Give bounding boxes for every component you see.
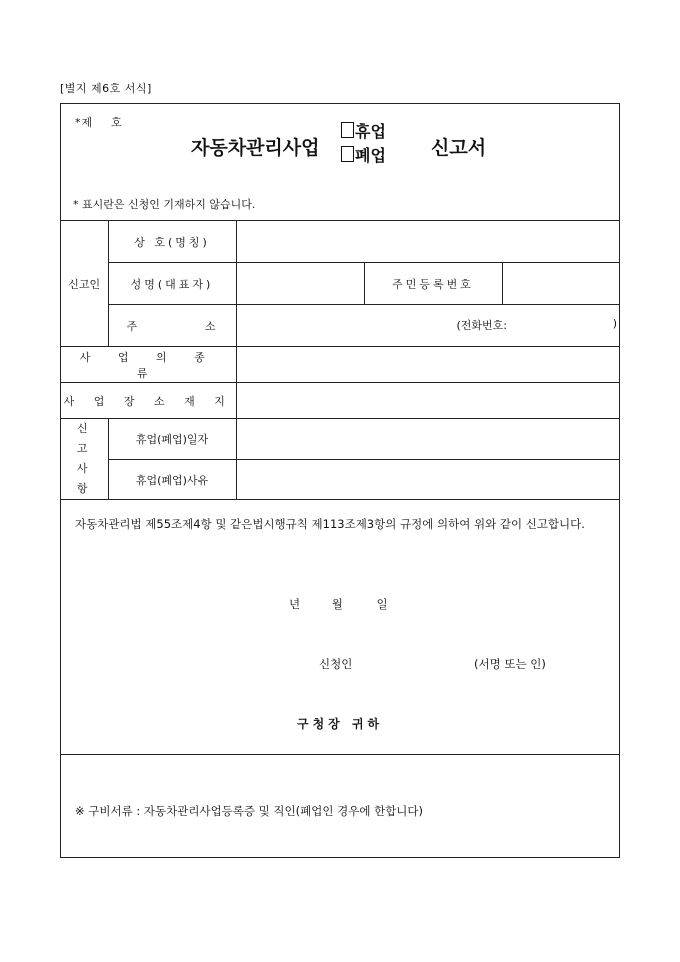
address-label-first: 주: [126, 319, 138, 333]
report-group-label-line1: 신 고: [76, 422, 102, 455]
closure-reason-label: 휴업(폐업)사유: [108, 460, 236, 500]
business-name-field[interactable]: [236, 221, 619, 263]
form-title-tail: 신고서: [431, 137, 487, 159]
option-suspension[interactable]: [341, 120, 386, 144]
checkbox-icon[interactable]: [341, 146, 354, 162]
form-grid: [61, 220, 619, 500]
closure-date-label: 휴업(폐업)일자: [108, 419, 236, 460]
address-label-second: 소: [204, 319, 216, 333]
phone-label: (전화번호:: [456, 319, 508, 332]
date-day: 일: [376, 597, 388, 611]
title-block: [61, 104, 619, 221]
option-suspension-label: 휴업: [355, 122, 386, 141]
option-closure-label: 폐업: [355, 146, 386, 165]
date-year: 년: [289, 597, 301, 611]
representative-name-field[interactable]: [236, 263, 364, 305]
declaration-text: 자동차관리법 제55조제4항 및 같은법시행규칙 제113조제3항의 규정에 의하여 위와 같이 신고합니다.: [75, 517, 585, 531]
applicant-label: 신청인: [319, 657, 353, 671]
resident-number-field[interactable]: [502, 263, 619, 305]
phone-close: ): [612, 317, 618, 330]
address-label: [108, 305, 236, 347]
date-line: [289, 596, 388, 612]
registration-number: [75, 114, 123, 130]
business-name-label: 상 호(명칭): [108, 221, 236, 263]
business-location-field[interactable]: [236, 383, 619, 419]
form-caption: [별지 제6호 서식]: [60, 82, 152, 95]
signature-note: (서명 또는 인): [474, 657, 546, 671]
registration-number-suffix: 호: [111, 116, 123, 129]
report-form: [60, 103, 620, 858]
report-group-label: [61, 419, 108, 500]
closure-date-field[interactable]: [236, 419, 619, 460]
registration-number-label: *제: [75, 116, 94, 129]
business-type-label: 사 업 의 종 류: [61, 347, 236, 383]
checkbox-icon[interactable]: [341, 122, 354, 138]
option-closure[interactable]: [341, 144, 386, 168]
form-title: 자동차관리사업: [191, 137, 320, 159]
report-group-label-line2: 사 항: [76, 462, 102, 495]
required-documents: ※ 구비서류 : 자동차관리사업등록증 및 직인(폐업인 경우에 한합니다): [75, 804, 424, 818]
applicant-group-label: 신고인: [61, 221, 108, 347]
addressee: 구청장 귀하: [297, 717, 384, 731]
form-note: * 표시란은 신청인 기재하지 않습니다.: [73, 198, 256, 211]
title-options: [341, 120, 386, 168]
address-field[interactable]: [236, 305, 619, 347]
closure-reason-field[interactable]: [236, 460, 619, 500]
date-month: 월: [331, 597, 343, 611]
section-divider: [61, 754, 619, 755]
business-location-label: 사 업 장 소 재 지: [61, 383, 236, 419]
representative-name-label: 성명(대표자): [108, 263, 236, 305]
declaration-statement: [61, 514, 619, 534]
business-type-field[interactable]: [236, 347, 619, 383]
resident-number-label: 주민등록번호: [364, 263, 502, 305]
